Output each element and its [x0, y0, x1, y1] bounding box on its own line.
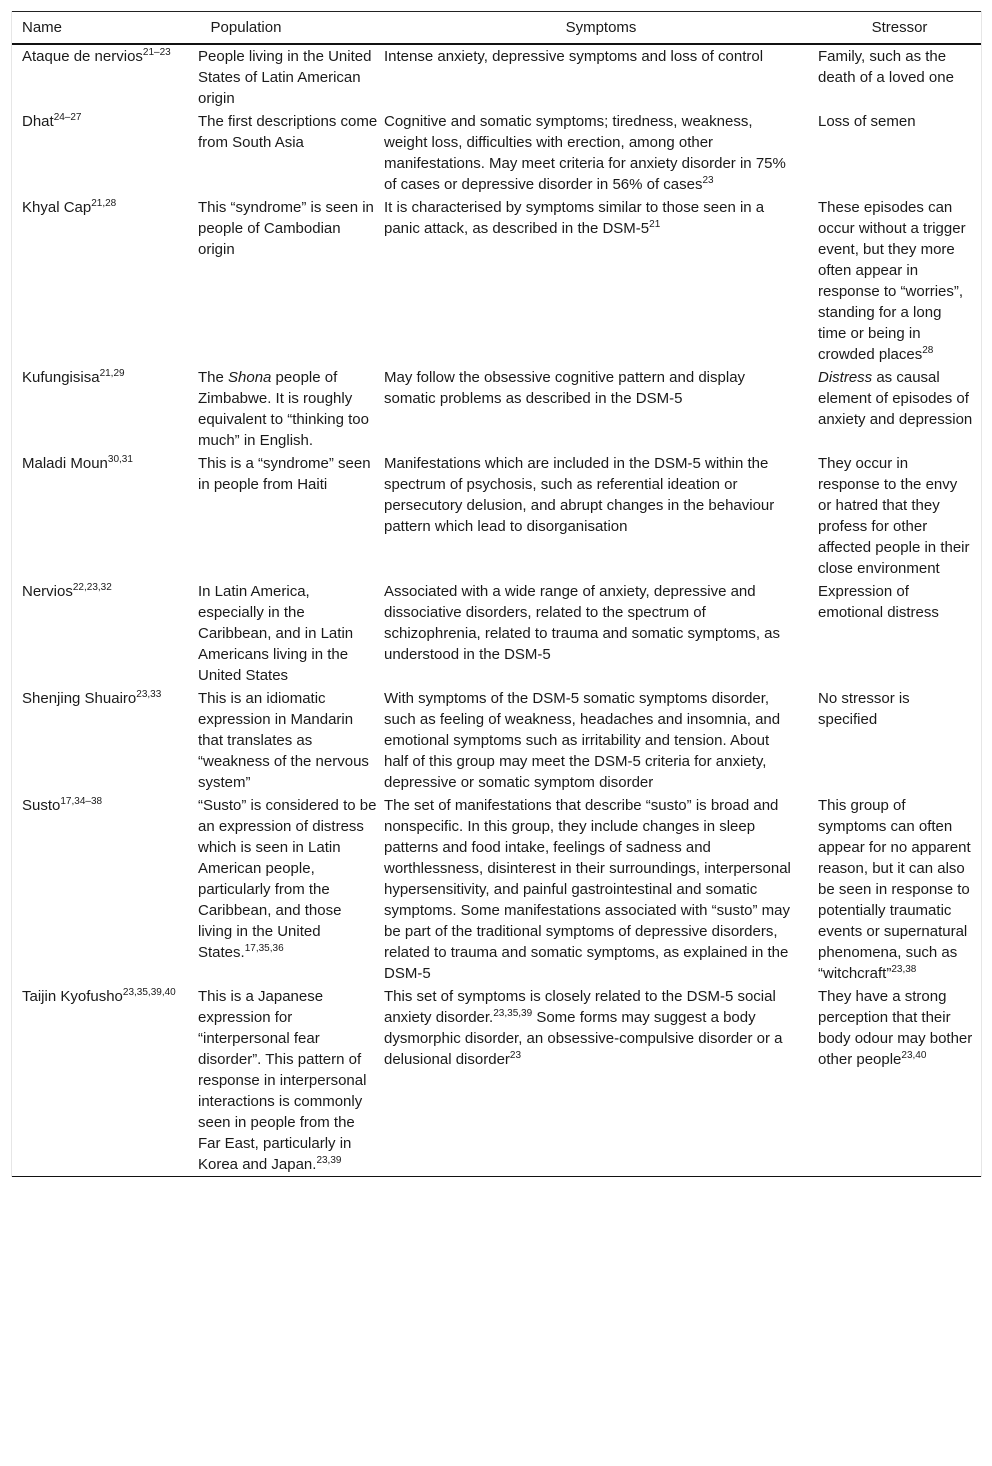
reference-superscript: 22,23,32: [72, 582, 112, 593]
cell-symptoms: [384, 687, 818, 794]
reference-superscript: 23,40: [901, 1050, 927, 1061]
cell-population: [198, 687, 384, 794]
population-text: People living in the United States of Latin American origin: [198, 48, 372, 107]
population-text: This is a “syndrome” seen in people from Haiti: [198, 455, 371, 493]
reference-superscript: 23,39: [316, 1155, 342, 1166]
cell-population: [198, 985, 384, 1177]
reference-superscript: 21,29: [99, 368, 125, 379]
reference-superscript: 23,33: [136, 689, 162, 700]
reference-superscript: 28: [922, 345, 934, 356]
syndrome-name: Taijin Kyofusho: [22, 988, 123, 1005]
population-text: This is an idiomatic expression in Mandarin that translates as “weakness of the nervous system”: [198, 690, 369, 791]
symptoms-text: Intense anxiety, depressive symptoms and loss of control: [384, 48, 764, 65]
symptoms-text: With symptoms of the DSM-5 somatic symptoms disorder, such as feeling of weakness, headaches and insomnia, and emotional symptoms such as irritability and tension. About half of this group may meet the DSM-5 criteria for anxiety, depressive or somatic symptom disorder: [384, 690, 781, 791]
table-row: [12, 452, 981, 580]
stressor-italic: Distress: [818, 369, 873, 386]
table-row: [12, 580, 981, 687]
cell-stressor: [818, 196, 981, 366]
column-header-symptoms: Symptoms: [565, 19, 637, 36]
syndrome-name: Nervios: [22, 583, 73, 600]
syndrome-name: Khyal Cap: [22, 199, 92, 216]
cell-name: [12, 794, 198, 985]
table-body: [12, 44, 981, 1177]
syndrome-name: Susto: [22, 797, 61, 814]
cell-stressor: [818, 580, 981, 687]
population-text-post: people of Zimbabwe. It is roughly equivalent to “thinking too much” in English.: [198, 369, 369, 449]
population-text: In Latin America, especially in the Caribbean, and in Latin Americans living in the United States: [198, 583, 354, 684]
stressor-text: This group of symptoms can often appear for no apparent reason, but it can also be seen in response to potentially traumatic events or supernatural phenomena, such as “witchcraft”: [818, 797, 971, 982]
stressor-text: No stressor is specified: [818, 690, 910, 728]
cell-population: [198, 452, 384, 580]
table-header-row: [12, 12, 981, 45]
stressor-text: Loss of semen: [818, 113, 916, 130]
reference-superscript: 30,31: [107, 454, 133, 465]
column-header-name: Name: [22, 19, 63, 36]
stressor-text: These episodes can occur without a trigger event, but they more often appear in response to “worries”, standing for a long time or being in crowded places: [818, 199, 966, 363]
reference-superscript: 23,35,39: [493, 1008, 533, 1019]
cell-name: [12, 452, 198, 580]
population-text: “Susto” is considered to be an expression of distress which is seen in Latin American people, particularly from the Caribbean, and those living in the United States.: [198, 797, 377, 961]
table-row: [12, 44, 981, 110]
cell-name: [12, 196, 198, 366]
reference-superscript: 21,28: [91, 198, 117, 209]
cell-name: [12, 580, 198, 687]
cell-stressor: [818, 452, 981, 580]
symptoms-text: Cognitive and somatic symptoms; tiredness, weakness, weight loss, difficulties with erection, among other manifestations. May meet criteria for anxiety disorder in 75% of cases or depressive disorder in 56% of cases: [384, 113, 786, 193]
table-row: [12, 794, 981, 985]
table-row: [12, 196, 981, 366]
cell-stressor: [818, 687, 981, 794]
stressor-text: They have a strong perception that their body odour may bother other people: [818, 988, 973, 1068]
cell-name: [12, 985, 198, 1177]
culture-bound-syndromes-table: [12, 11, 981, 1177]
cell-name: [12, 44, 198, 110]
cell-stressor: [818, 985, 981, 1177]
population-text: The: [198, 369, 229, 386]
cell-population: [198, 794, 384, 985]
table-row: [12, 366, 981, 452]
cell-name: [12, 366, 198, 452]
cell-stressor: [818, 44, 981, 110]
reference-superscript: 23: [702, 175, 714, 186]
reference-superscript: 21–23: [142, 47, 171, 58]
symptoms-text: Manifestations which are included in the DSM-5 within the spectrum of psychosis, such as referential ideation or persecutory delusion, and abrupt changes in the behaviour pattern which lead to disorganisation: [384, 455, 775, 535]
cell-name: [12, 110, 198, 196]
cell-stressor: [818, 794, 981, 985]
reference-superscript: 17,35,36: [244, 943, 284, 954]
column-header-stressor: Stressor: [871, 19, 928, 36]
cell-population: [198, 580, 384, 687]
symptoms-text: This set of symptoms is closely related to the DSM-5 social anxiety disorder.: [384, 988, 776, 1026]
cell-population: [198, 44, 384, 110]
syndrome-name: Maladi Moun: [22, 455, 108, 472]
symptoms-text: It is characterised by symptoms similar to those seen in a panic attack, as described in the DSM-5: [384, 199, 765, 237]
cell-symptoms: [384, 794, 818, 985]
stressor-text: as causal element of episodes of anxiety and depression: [818, 369, 973, 428]
syndrome-name: Shenjing Shuairo: [22, 690, 137, 707]
cell-symptoms: [384, 366, 818, 452]
population-italic: Shona: [228, 369, 272, 386]
stressor-text: Expression of emotional distress: [818, 583, 939, 621]
symptoms-text: The set of manifestations that describe “susto” is broad and nonspecific. In this group, they include changes in sleep patterns and food intake, feelings of sadness and worthlessness, disinterest in their surroundings, interpersonal hypersensitivity, and painful gastrointestinal and somatic symptoms. Some manifestations associated with “susto” may be part of the traditional symptoms of depressive disorders, related to trauma and somatic symptoms, as explained in the DSM-5: [384, 797, 791, 982]
table-row: [12, 110, 981, 196]
cell-symptoms: [384, 110, 818, 196]
reference-superscript: 23,38: [891, 964, 917, 975]
column-header-population: Population: [210, 19, 282, 36]
reference-superscript: 21: [649, 219, 661, 230]
syndrome-name: Ataque de nervios: [22, 48, 143, 65]
syndrome-name: Dhat: [22, 113, 54, 130]
reference-superscript: 17,34–38: [60, 796, 103, 807]
cell-symptoms: [384, 452, 818, 580]
cell-symptoms: [384, 196, 818, 366]
reference-superscript: 24–27: [53, 112, 82, 123]
cell-symptoms: [384, 985, 818, 1177]
cell-stressor: [818, 366, 981, 452]
symptoms-text: May follow the obsessive cognitive pattern and display somatic problems as described in the DSM-5: [384, 369, 746, 407]
stressor-text: Family, such as the death of a loved one: [818, 48, 954, 86]
population-text: This “syndrome” is seen in people of Cambodian origin: [198, 199, 374, 258]
syndrome-name: Kufungisisa: [22, 369, 100, 386]
reference-superscript: 23,35,39,40: [122, 987, 176, 998]
cell-population: [198, 196, 384, 366]
symptoms-text-post: Some forms may suggest a body dysmorphic disorder, an obsessive-compulsive disorder or a delusional disorder: [384, 1009, 783, 1068]
population-text: The first descriptions come from South Asia: [198, 113, 378, 151]
population-text: This is a Japanese expression for “interpersonal fear disorder”. This pattern of response in interpersonal interactions is commonly seen in people from the Far East, particularly in Korea and Japan.: [198, 988, 367, 1173]
cell-stressor: [818, 110, 981, 196]
cell-name: [12, 687, 198, 794]
table-row: [12, 687, 981, 794]
symptoms-text: Associated with a wide range of anxiety, depressive and dissociative disorders, related to the spectrum of schizophrenia, related to trauma and somatic symptoms, as understood in the DSM-5: [384, 583, 781, 663]
cell-symptoms: [384, 44, 818, 110]
table-container: [11, 11, 982, 1177]
stressor-text: They occur in response to the envy or hatred that they profess for other affected people in their close environment: [818, 455, 970, 577]
table-row: [12, 985, 981, 1177]
cell-population: [198, 110, 384, 196]
cell-population: [198, 366, 384, 452]
cell-symptoms: [384, 580, 818, 687]
reference-superscript: 23: [509, 1050, 522, 1061]
